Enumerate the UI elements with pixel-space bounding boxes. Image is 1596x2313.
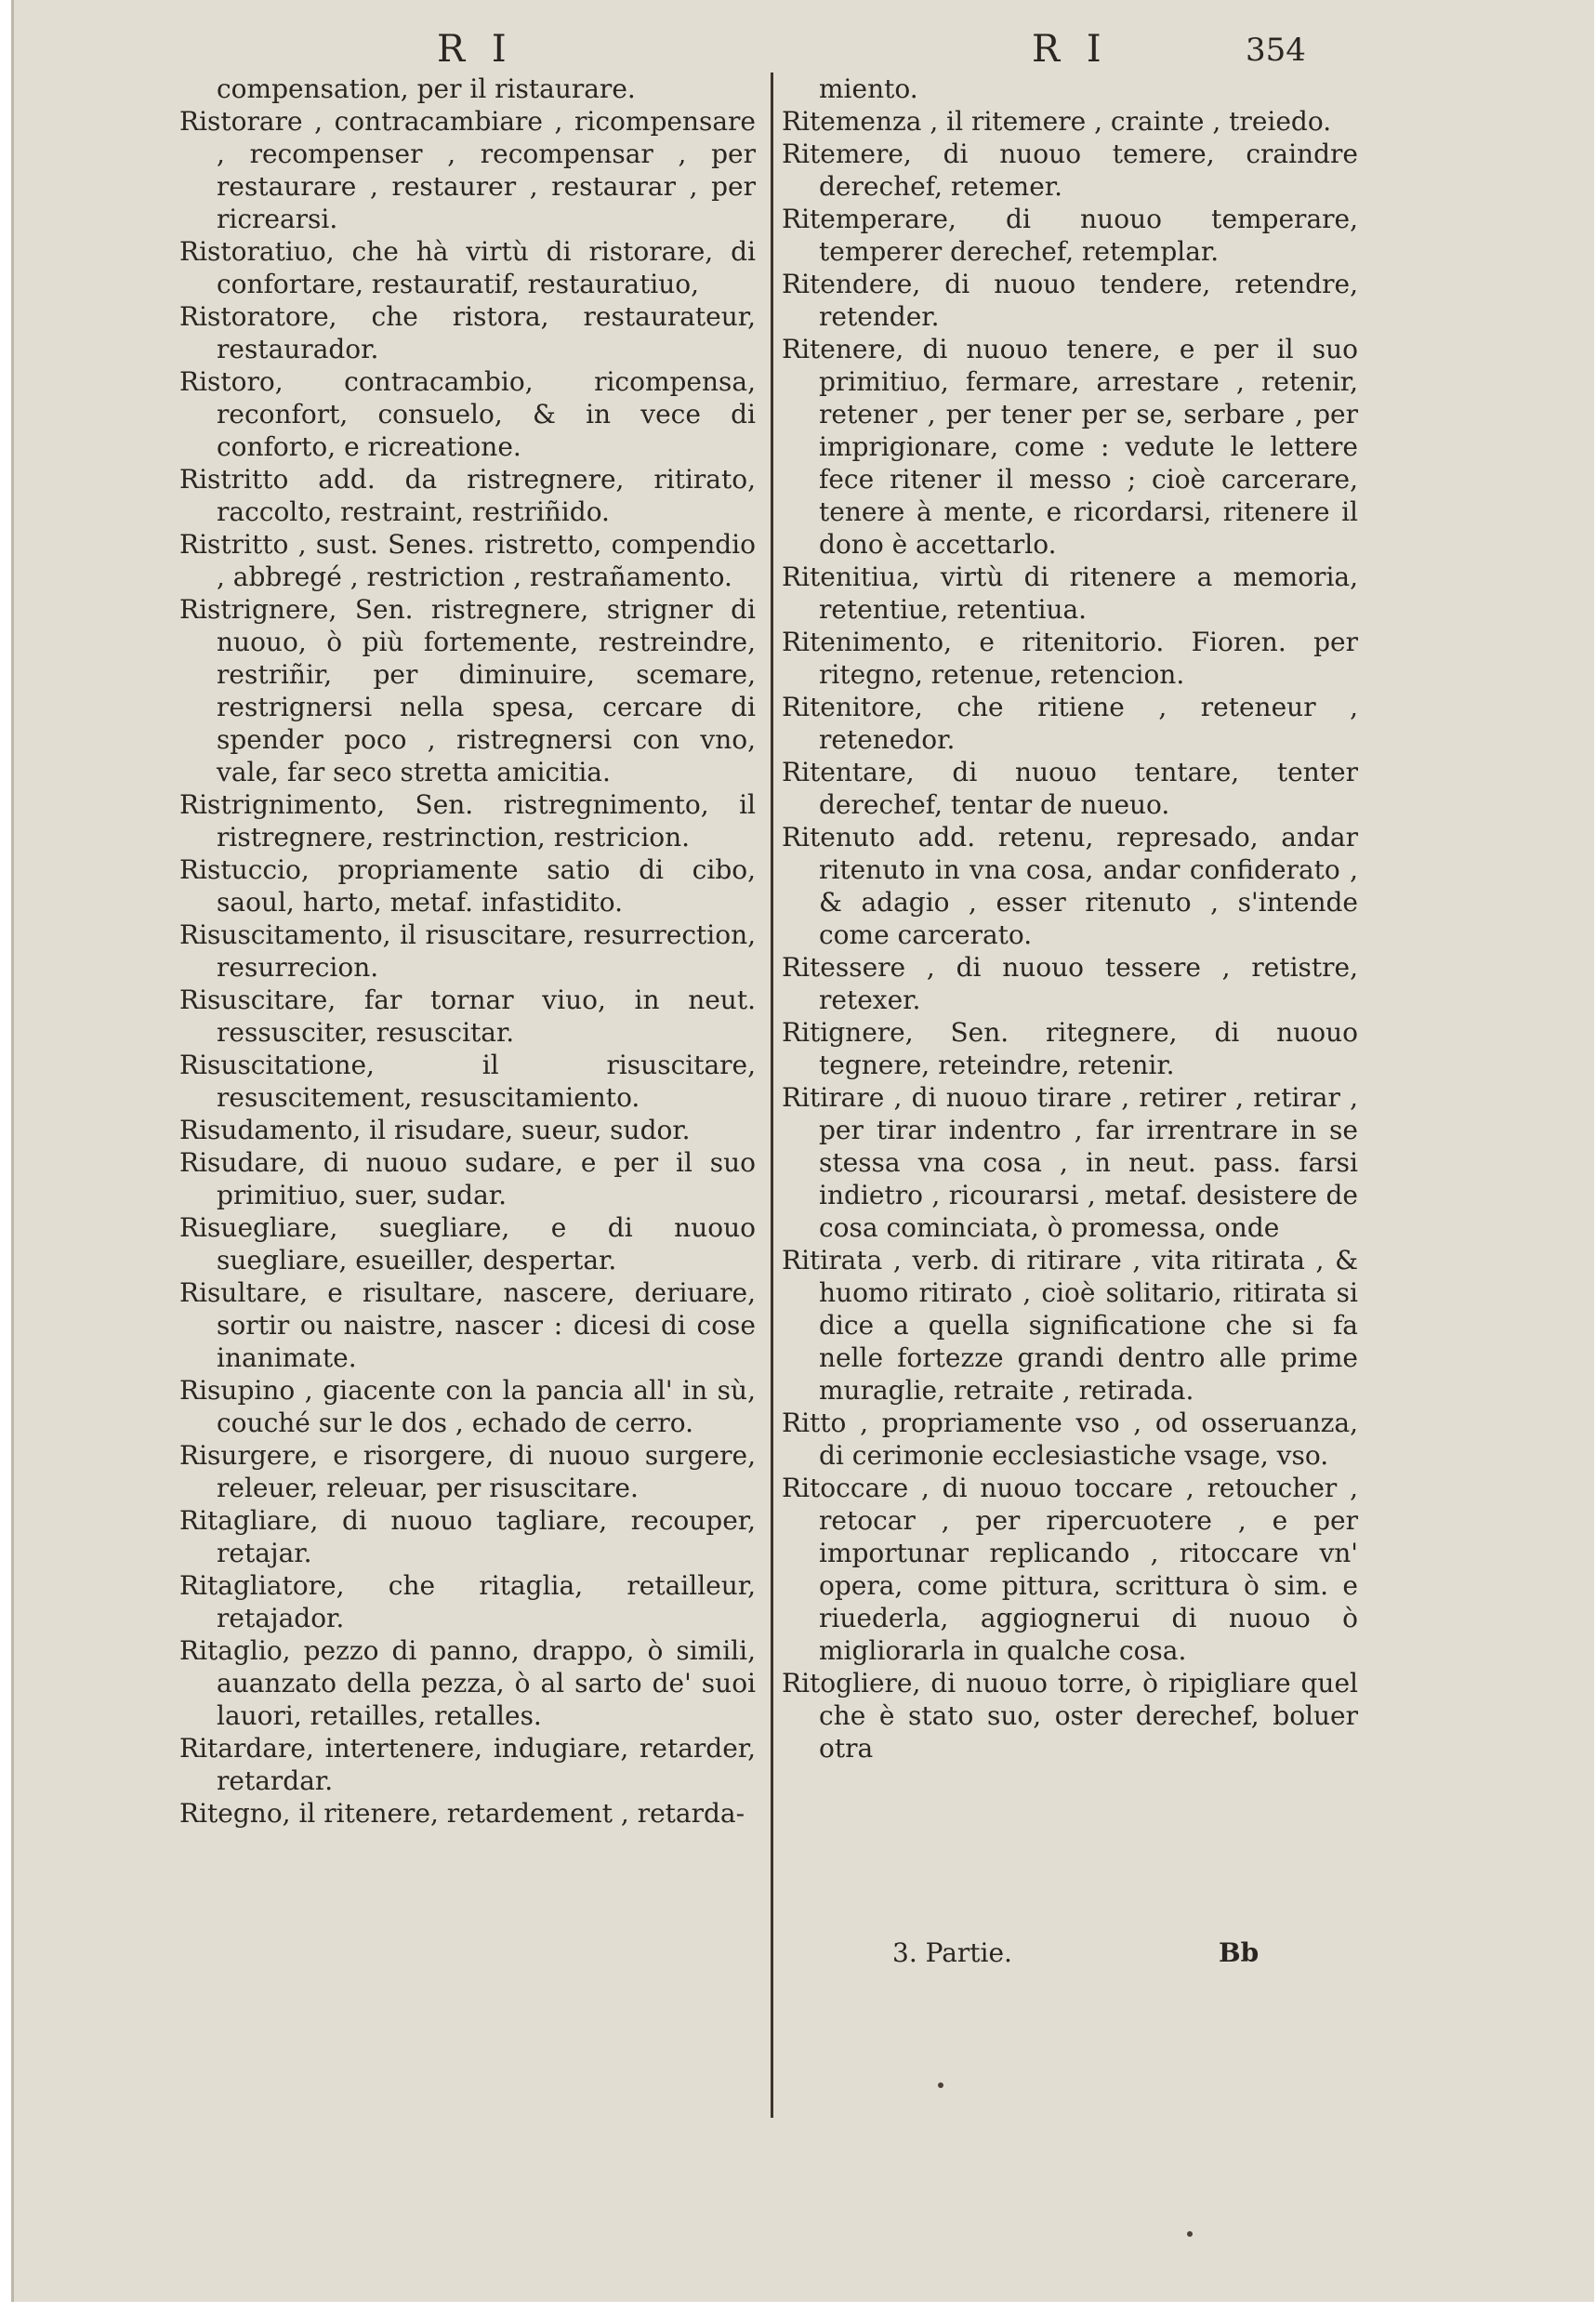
ink-speck: [1187, 2231, 1193, 2237]
dictionary-entry: Ristuccio, propriamente satio di cibo, saoul, harto, metaf. infastidito.: [179, 854, 756, 918]
dictionary-entry: Ristrignere, Sen. ristregnere, strigner di nuouo, ò più fortemente, restreindre, restriñir, per diminuire, scemare, restrignersi nella spesa, cercare di spender poco , ristregnersi con vno, vale, far seco stretta amicitia.: [179, 594, 756, 787]
dictionary-entry: Ristoratiuo, che hà virtù di ristorare, di confortare, restauratif, restauratiuo,: [179, 236, 756, 299]
dictionary-entry: Risuscitamento, il risuscitare, resurrection, resurrecion.: [179, 919, 756, 983]
left-column: [179, 73, 756, 1830]
dictionary-entry: Ritenitore, che ritiene , reteneur , retenedor.: [782, 692, 1358, 755]
dictionary-entry: Ritagliare, di nuouo tagliare, recouper, retajar.: [179, 1505, 756, 1568]
signature-mark: 3. Partie.: [892, 1937, 1012, 1968]
dictionary-entry: Ritoccare , di nuouo toccare , retoucher , retocar , per ripercuotere , e per importunar replicando , ritoccare vn' opera, come pittura, scrittura ò sim. e riuederla, aggiognerui di nuouo ò migliorarla in qualche cosa.: [782, 1473, 1358, 1666]
dictionary-entry: Ritirata , verb. di ritirare , vita ritirata , & huomo ritirato , cioè solitario, ritirata si dice a quella significatione che si fa nelle fortezze grandi dentro alle prime muraglie, retraite , retirada.: [782, 1245, 1358, 1406]
dictionary-entry: Ristrignimento, Sen. ristregnimento, il ristregnere, restrinction, restricion.: [179, 789, 756, 853]
right-column: [782, 73, 1358, 1764]
dictionary-entry: Ritessere , di nuouo tessere , retistre, retexer.: [782, 952, 1358, 1015]
column-divider: [771, 73, 773, 2118]
dictionary-entry: Risupino , giacente con la pancia all' in sù, couché sur le dos , echado de cerro.: [179, 1375, 756, 1438]
book-page: [11, 0, 1594, 2302]
continuation-text: compensation, per il ristaurare.: [217, 73, 636, 104]
dictionary-entry: Ritegno, il ritenere, retardement , retarda-: [179, 1798, 745, 1829]
page-number: 354: [1246, 32, 1306, 69]
dictionary-entry: Ritemperare, di nuouo temperare, temperer derechef, retemplar.: [782, 204, 1358, 267]
running-head-right: R I: [1032, 28, 1109, 71]
dictionary-entry: Ritagliatore, che ritaglia, retailleur, retajador.: [179, 1570, 756, 1633]
dictionary-entry: Risurgere, e risorgere, di nuouo surgere, releuer, releuar, per risuscitare.: [179, 1440, 756, 1503]
catchword: Bb: [1219, 1937, 1260, 1968]
dictionary-entry: Ristritto , sust. Senes. ristretto, compendio , abbregé , restriction , restrañamento.: [179, 529, 756, 592]
running-head-left: R I: [437, 28, 514, 71]
dictionary-entry: Ritaglio, pezzo di panno, drappo, ò simili, auanzato della pezza, ò al sarto de' suoi lauori, retailles, retalles.: [179, 1635, 756, 1731]
dictionary-entry: Ristoro, contracambio, ricompensa, reconfort, consuelo, & in vece di conforto, e ricreatione.: [179, 366, 756, 462]
dictionary-entry: Ritogliere, di nuouo torre, ò ripigliare quel che è stato suo, oster derechef, boluer otra: [782, 1668, 1358, 1764]
dictionary-entry: Ritenitiua, virtù di ritenere a memoria, retentiue, retentiua.: [782, 562, 1358, 625]
dictionary-entry: Risuegliare, suegliare, e di nuouo suegliare, esueiller, despertar.: [179, 1212, 756, 1275]
dictionary-entry: Risuscitatione, il risuscitare, resuscitement, resuscitamiento.: [179, 1050, 756, 1113]
dictionary-entry: Ritenimento, e ritenitorio. Fioren. per ritegno, retenue, retencion.: [782, 627, 1358, 690]
dictionary-entry: Ritenere, di nuouo tenere, e per il suo primitiuo, fermare, arrestare , retenir, retener , per tener per se, serbare , per imprigionare, come : vedute le lettere fece ritener il messo ; cioè carcerare, tenere à mente, e ricordarsi, ritenere il dono è accettarlo.: [782, 334, 1358, 560]
dictionary-entry: Ritemenza , il ritemere , crainte , treiedo.: [782, 106, 1332, 137]
dictionary-entry: Ristritto add. da ristregnere, ritirato, raccolto, restraint, restriñido.: [179, 464, 756, 527]
dictionary-entry: Risudamento, il risudare, sueur, sudor.: [179, 1115, 691, 1145]
dictionary-entry: Ritirare , di nuouo tirare , retirer , retirar , per tirar indentro , far irrentrare in se stessa vna cosa , in neut. pass. farsi indietro , ricourarsi , metaf. desistere de cosa cominciata, ò promessa, onde: [782, 1082, 1358, 1243]
dictionary-entry: Ritardare, intertenere, indugiare, retarder, retardar.: [179, 1733, 756, 1796]
dictionary-entry: Risultare, e risultare, nascere, deriuare, sortir ou naistre, nascer : dicesi di cose inanimate.: [179, 1277, 756, 1373]
dictionary-entry: Ristoratore, che ristora, restaurateur, restaurador.: [179, 301, 756, 364]
continuation-text: miento.: [819, 73, 918, 104]
dictionary-entry: Ristorare , contracambiare , ricompensare , recompenser , recompensar , per restaurare , restaurer , restaurar , per ricrearsi.: [179, 106, 756, 234]
dictionary-entry: Risuscitare, far tornar viuo, in neut. ressusciter, resuscitar.: [179, 985, 756, 1048]
dictionary-entry: Ritignere, Sen. ritegnere, di nuouo tegnere, reteindre, retenir.: [782, 1017, 1358, 1080]
dictionary-entry: Ritemere, di nuouo temere, craindre derechef, retemer.: [782, 139, 1358, 202]
ink-speck: [938, 2082, 943, 2088]
dictionary-entry: Ritto , propriamente vso , od osseruanza, di cerimonie ecclesiastiche vsage, vso.: [782, 1408, 1358, 1471]
dictionary-entry: Ritendere, di nuouo tendere, retendre, retender.: [782, 269, 1358, 332]
dictionary-entry: Ritenuto add. retenu, represado, andar ritenuto in vna cosa, andar confiderato , & adagio , esser ritenuto , s'intende come carcerato.: [782, 822, 1358, 950]
dictionary-entry: Risudare, di nuouo sudare, e per il suo primitiuo, suer, sudar.: [179, 1147, 756, 1210]
dictionary-entry: Ritentare, di nuouo tentare, tenter derechef, tentar de nueuo.: [782, 757, 1358, 820]
